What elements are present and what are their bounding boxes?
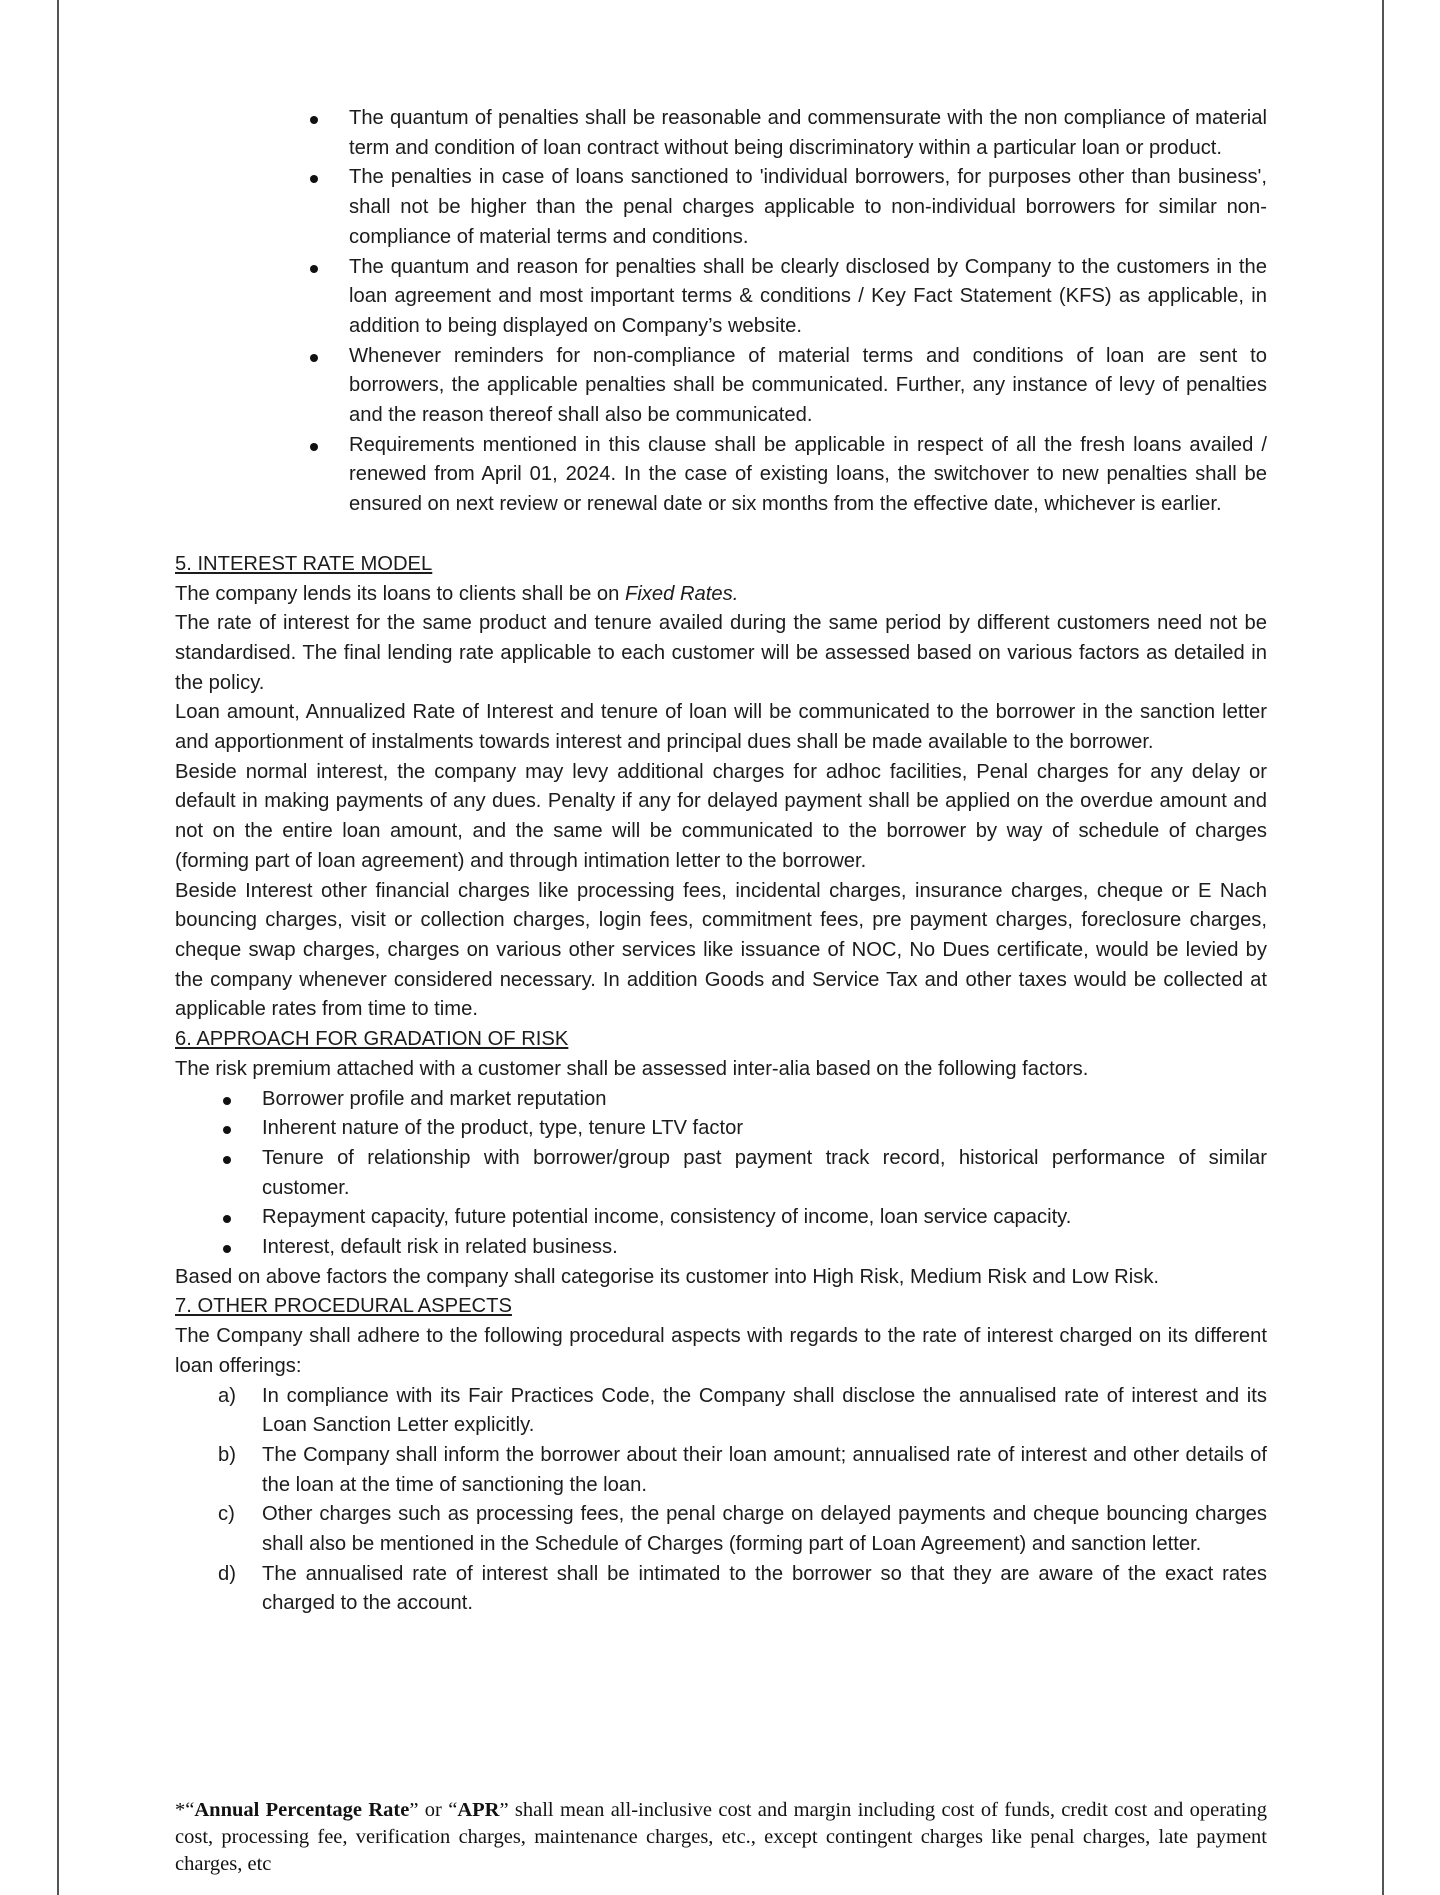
paragraph bbox=[175, 580, 1267, 610]
list-item bbox=[218, 1560, 1267, 1619]
list-item: The quantum of penalties shall be reasonable and commensurate with the non compliance of material term and condition of loan contract without being discriminatory within a particular loan or product. bbox=[349, 104, 1267, 163]
footnote-connector: ” or “ bbox=[409, 1799, 458, 1821]
list-marker: a) bbox=[218, 1384, 236, 1407]
list-item bbox=[218, 1500, 1267, 1559]
paragraph: The Company shall adhere to the following procedural aspects with regards to the rate of interest charged on its different loan offerings: bbox=[175, 1325, 1267, 1377]
paragraph: The rate of interest for the same product and tenure availed during the same period by different customers need not be standardised. The final lending rate applicable to each customer will be assessed based on various factors as detailed in the policy. bbox=[175, 612, 1267, 694]
paragraph: Loan amount, Annualized Rate of Interest and tenure of loan will be communicated to the borrower in the sanction letter and apportionment of instalments towards interest and principal dues shall be made available to the borrower. bbox=[175, 701, 1267, 754]
section-heading-procedural-aspects: 7. OTHER PROCEDURAL ASPECTS bbox=[175, 1295, 512, 1318]
paragraph: The risk premium attached with a customer shall be assessed inter-alia based on the following factors. bbox=[175, 1057, 1089, 1080]
page-border-right bbox=[1382, 0, 1384, 1895]
list-item-text: The Company shall inform the borrower about their loan amount; annualised rate of interest and other details of the loan at the time of sanctioning the loan. bbox=[262, 1443, 1267, 1496]
list-item bbox=[218, 1382, 1267, 1441]
footnote-term: Annual Percentage Rate bbox=[194, 1799, 410, 1821]
footnote-prefix: *“ bbox=[175, 1799, 195, 1821]
list-item: Requirements mentioned in this clause shall be applicable in respect of all the fresh loans availed / renewed from April 01, 2024. In the case of existing loans, the switchover to new penalties shall be ensured on next review or renewal date or six months from the effective date, whichever is earlier. bbox=[349, 431, 1267, 520]
list-item: Tenure of relationship with borrower/group past payment track record, historical performance of similar customer. bbox=[262, 1144, 1267, 1203]
list-item: Repayment capacity, future potential income, consistency of income, loan service capacity. bbox=[262, 1203, 1267, 1233]
risk-factor-list bbox=[175, 1085, 1267, 1263]
list-item: Borrower profile and market reputation bbox=[262, 1085, 1267, 1115]
list-item: Whenever reminders for non-compliance of material terms and conditions of loan are sent to borrowers, the applicable penalties shall be communicated. Further, any instance of levy of penalties and the reason thereof shall also be communicated. bbox=[349, 342, 1267, 431]
list-item: The quantum and reason for penalties shall be clearly disclosed by Company to the customers in the loan agreement and most important terms & conditions / Key Fact Statement (KFS) as applicable, in addition to being displayed on Company’s website. bbox=[349, 253, 1267, 342]
section-heading-gradation-of-risk: 6. APPROACH FOR GRADATION OF RISK bbox=[175, 1028, 569, 1051]
section-heading-interest-rate-model: 5. INTEREST RATE MODEL bbox=[175, 552, 433, 575]
footnote-apr-definition bbox=[175, 1797, 1267, 1878]
list-item: Inherent nature of the product, type, tenure LTV factor bbox=[262, 1114, 1267, 1144]
emphasis-text: Fixed Rates. bbox=[624, 582, 739, 605]
list-item: Interest, default risk in related business. bbox=[262, 1233, 1267, 1263]
paragraph: Beside Interest other financial charges like processing fees, incidental charges, insurance charges, cheque or E Nach bouncing charges, visit or collection charges, login fees, commitment fees, pre payment charges, foreclosure charges, cheque swap charges, charges on various other services like issuance of NOC, No Dues certificate, would be levied by the company whenever considered necessary. In addition Goods and Service Tax and other taxes would be collected at applicable rates from time to time. bbox=[175, 879, 1267, 1021]
list-marker: b) bbox=[218, 1443, 236, 1466]
footnote-text: ” shall mean all-inclusive cost and margin including cost of funds, credit cost and operating cost, processing fee, verification charges, maintenance charges, etc., except contingent charges like penal charges, late payment charges, etc bbox=[175, 1799, 1268, 1875]
penalty-bullet-list bbox=[175, 104, 1267, 520]
paragraph: Based on above factors the company shall categorise its customer into High Risk, Medium Risk and Low Risk. bbox=[175, 1265, 1160, 1288]
page-border-left bbox=[57, 0, 59, 1895]
list-marker: c) bbox=[218, 1503, 235, 1526]
document-body bbox=[175, 104, 1267, 1619]
procedural-list bbox=[175, 1382, 1267, 1620]
list-item: The penalties in case of loans sanctioned to 'individual borrowers, for purposes other than business', shall not be higher than the penal charges applicable to non-individual borrowers for similar non-compliance of material terms and conditions. bbox=[349, 163, 1267, 252]
list-marker: d) bbox=[218, 1562, 236, 1585]
intro-text: The company lends its loans to clients shall be on bbox=[175, 582, 625, 605]
list-item-text: The annualised rate of interest shall be intimated to the borrower so that they are aware of the exact rates charged to the account. bbox=[262, 1562, 1267, 1615]
list-item-text: Other charges such as processing fees, the penal charge on delayed payments and cheque bouncing charges shall also be mentioned in the Schedule of Charges (forming part of Loan Agreement) and sanction letter. bbox=[262, 1503, 1267, 1556]
footnote-term: APR bbox=[457, 1799, 500, 1821]
list-item-text: In compliance with its Fair Practices Code, the Company shall disclose the annualised rate of interest and its Loan Sanction Letter explicitly. bbox=[262, 1384, 1267, 1437]
paragraph: Beside normal interest, the company may levy additional charges for adhoc facilities, Penal charges for any delay or default in making payments of any dues. Penalty if any for delayed payment shall be applied on the overdue amount and not on the entire loan amount, and the same will be communicated to the borrower by way of schedule of charges (forming part of loan agreement) and through intimation letter to the borrower. bbox=[175, 760, 1267, 872]
list-item bbox=[218, 1441, 1267, 1500]
